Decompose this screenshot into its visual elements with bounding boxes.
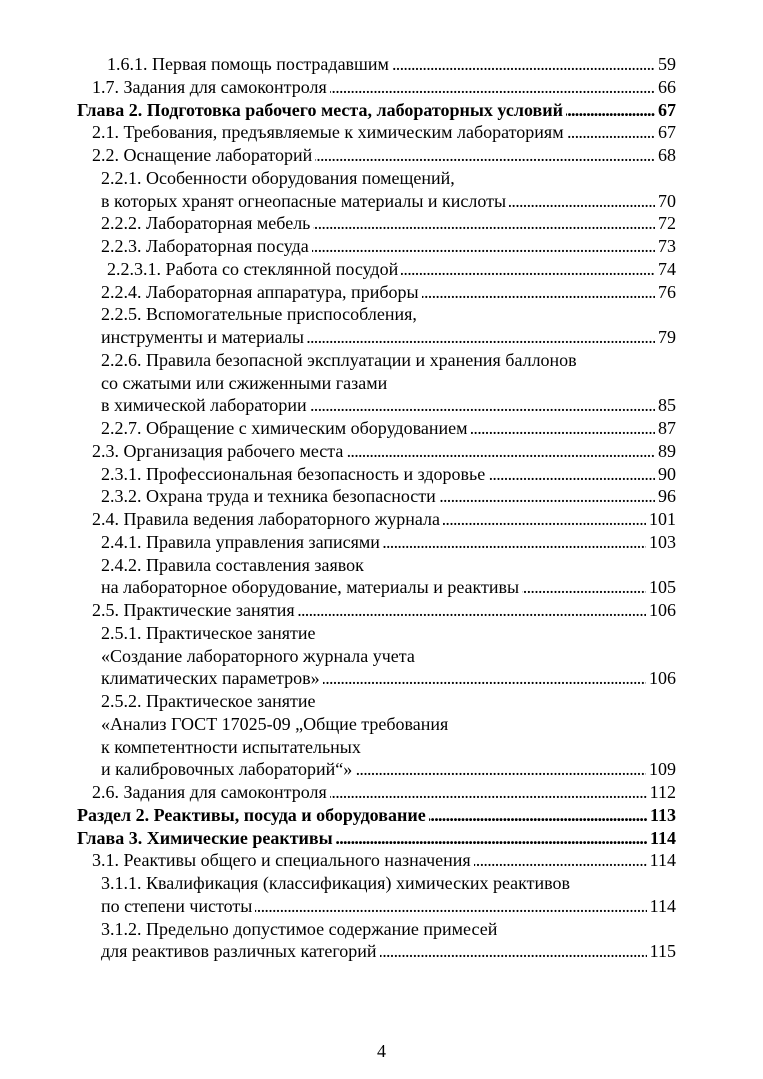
toc-entry-page: 115 bbox=[647, 940, 676, 963]
toc-entry-title: 2.2.7. Обращение с химическим оборудованием bbox=[101, 418, 471, 438]
toc-entry-page: 79 bbox=[655, 326, 676, 349]
toc-entry-title: 3.1. Реактивы общего и специального назначения bbox=[92, 850, 474, 870]
toc-entry-3-1-2[interactable] bbox=[101, 918, 676, 964]
toc-entry-2-5-1[interactable] bbox=[101, 622, 676, 690]
toc-entry-title: 2.2.5. Вспомогательные приспособления, bbox=[101, 304, 417, 325]
toc-entry-title: 3.1.1. Квалификация (классификация) химических реактивов bbox=[101, 873, 571, 893]
toc-entry-2-2-6[interactable] bbox=[101, 349, 676, 417]
toc-entry-2-4[interactable] bbox=[92, 508, 676, 531]
toc-entry-2-2[interactable] bbox=[92, 144, 676, 167]
toc-entry-page: 114 bbox=[647, 827, 676, 850]
toc-entry-page: 106 bbox=[646, 667, 676, 690]
toc-entry-title: 2.3.2. Охрана труда и техника безопасности bbox=[101, 486, 439, 506]
toc-entry-1-7[interactable] bbox=[92, 76, 676, 99]
toc-entry-title: 2.5.1. Практическое занятие bbox=[101, 622, 316, 643]
toc-entry-page: 67 bbox=[655, 121, 676, 144]
toc-entry-2-3-1[interactable] bbox=[101, 463, 676, 486]
toc-entry-page: 85 bbox=[655, 394, 676, 417]
toc-entry-title: 2.2.1. Особенности оборудования помещений, bbox=[101, 167, 455, 188]
toc-entry-2-2-3[interactable] bbox=[101, 235, 676, 258]
toc-entry-page: 87 bbox=[655, 417, 676, 440]
table-of-contents bbox=[0, 53, 763, 963]
toc-entry-title: 1.7. Задания для самоконтроля bbox=[92, 77, 330, 97]
toc-entry-page: 74 bbox=[655, 258, 676, 281]
toc-entry-2-3-2[interactable] bbox=[101, 485, 676, 508]
toc-entry-page: 103 bbox=[646, 531, 676, 554]
toc-entry-title: на лабораторное оборудование, материалы и реактивы bbox=[101, 577, 522, 597]
toc-entry-title: 2.2.2. Лабораторная мебель bbox=[101, 213, 313, 233]
toc-entry-title: 2.4.1. Правила управления записями bbox=[101, 532, 383, 552]
toc-entry-page: 106 bbox=[646, 599, 676, 622]
toc-entry-2-6[interactable] bbox=[92, 781, 676, 804]
toc-entry-chapter-3[interactable] bbox=[77, 827, 676, 850]
toc-entry-title: Раздел 2. Реактивы, посуда и оборудование bbox=[77, 805, 429, 825]
toc-entry-title: в которых хранят огнеопасные материалы и кислоты bbox=[101, 191, 509, 211]
toc-entry-2-2-2[interactable] bbox=[101, 212, 676, 235]
toc-entry-title: 2.4. Правила ведения лабораторного журнала bbox=[92, 509, 443, 529]
toc-entry-title: 2.2.4. Лабораторная аппаратура, приборы bbox=[101, 282, 422, 302]
toc-entry-page: 112 bbox=[647, 781, 676, 804]
toc-entry-title: «Анализ ГОСТ 17025-09 „Общие требования bbox=[101, 713, 449, 734]
toc-entry-title: 2.1. Требования, предъявляемые к химическим лабораториям bbox=[92, 122, 567, 142]
toc-entry-title: Глава 2. Подготовка рабочего места, лабораторных условий bbox=[77, 100, 566, 120]
toc-entry-title: 2.5.2. Практическое занятие bbox=[101, 691, 316, 711]
toc-entry-2-2-1[interactable] bbox=[101, 167, 676, 213]
toc-entry-title: 1.6.1. Первая помощь пострадавшим bbox=[107, 54, 392, 74]
toc-entry-page: 90 bbox=[655, 463, 676, 486]
toc-entry-chapter-2[interactable] bbox=[77, 99, 676, 122]
toc-entry-title: для реактивов различных категорий bbox=[101, 941, 380, 961]
toc-entry-title: 2.4.2. Правила составления заявок bbox=[101, 554, 364, 575]
toc-entry-page: 114 bbox=[647, 895, 676, 918]
toc-entry-page: 76 bbox=[655, 281, 676, 304]
toc-entry-2-4-1[interactable] bbox=[101, 531, 676, 554]
toc-entry-page: 101 bbox=[646, 508, 676, 531]
toc-entry-page: 72 bbox=[655, 212, 676, 235]
toc-entry-title: инструменты и материалы bbox=[101, 327, 307, 347]
toc-entry-2-3[interactable] bbox=[92, 440, 676, 463]
toc-entry-page: 89 bbox=[655, 440, 676, 463]
toc-entry-title: к компетентности испытательных bbox=[101, 736, 361, 757]
toc-entry-page: 67 bbox=[655, 99, 676, 122]
toc-entry-title: 2.5. Практические занятия bbox=[92, 600, 298, 620]
toc-entry-1-6-1[interactable] bbox=[107, 53, 676, 76]
toc-entry-title: 2.2.3.1. Работа со стеклянной посудой bbox=[107, 259, 401, 279]
toc-entry-page: 105 bbox=[646, 576, 676, 599]
toc-entry-2-5[interactable] bbox=[92, 599, 676, 622]
toc-entry-2-1[interactable] bbox=[92, 121, 676, 144]
toc-entry-title: и калибровочных лабораторий“» bbox=[101, 759, 355, 779]
toc-entry-title: 2.3.1. Профессиональная безопасность и здоровье bbox=[101, 464, 488, 484]
toc-entry-title: 3.1.2. Предельно допустимое содержание примесей bbox=[101, 918, 498, 939]
toc-entry-title: со сжатыми или сжиженными газами bbox=[101, 372, 388, 393]
toc-entry-3-1[interactable] bbox=[92, 849, 676, 872]
toc-entry-title: 2.2. Оснащение лабораторий bbox=[92, 145, 315, 165]
toc-entry-title: 2.2.6. Правила безопасной эксплуатации и хранения баллонов bbox=[101, 349, 577, 370]
toc-entry-page: 113 bbox=[647, 804, 676, 827]
toc-entry-page: 114 bbox=[647, 849, 676, 872]
toc-entry-page: 96 bbox=[655, 485, 676, 508]
toc-entry-2-2-4[interactable] bbox=[101, 281, 676, 304]
toc-entry-title: Глава 3. Химические реактивы bbox=[77, 828, 336, 848]
toc-entry-page: 59 bbox=[655, 53, 676, 76]
toc-entry-title: «Создание лабораторного журнала учета bbox=[101, 645, 415, 666]
toc-entry-page: 66 bbox=[655, 76, 676, 99]
toc-entry-title: 2.2.3. Лабораторная посуда bbox=[101, 236, 312, 256]
page-number: 4 bbox=[377, 1041, 386, 1061]
toc-entry-2-2-5[interactable] bbox=[101, 303, 676, 349]
toc-entry-title: 2.3. Организация рабочего места bbox=[92, 441, 346, 461]
toc-entry-page: 70 bbox=[655, 190, 676, 213]
toc-entry-page: 109 bbox=[646, 758, 676, 781]
toc-entry-page: 73 bbox=[655, 235, 676, 258]
toc-entry-section-2[interactable] bbox=[77, 804, 676, 827]
toc-entry-title: в химической лаборатории bbox=[101, 395, 310, 415]
toc-entry-2-5-2[interactable] bbox=[101, 690, 676, 781]
toc-entry-2-4-2[interactable] bbox=[101, 554, 676, 600]
toc-entry-3-1-1[interactable] bbox=[101, 872, 676, 918]
toc-entry-title: по степени чистоты bbox=[101, 896, 255, 916]
toc-entry-page: 68 bbox=[655, 144, 676, 167]
toc-entry-title: климатических параметров» bbox=[101, 668, 323, 688]
toc-entry-2-2-7[interactable] bbox=[101, 417, 676, 440]
toc-entry-2-2-3-1[interactable] bbox=[107, 258, 676, 281]
toc-entry-title: 2.6. Задания для самоконтроля bbox=[92, 782, 330, 802]
